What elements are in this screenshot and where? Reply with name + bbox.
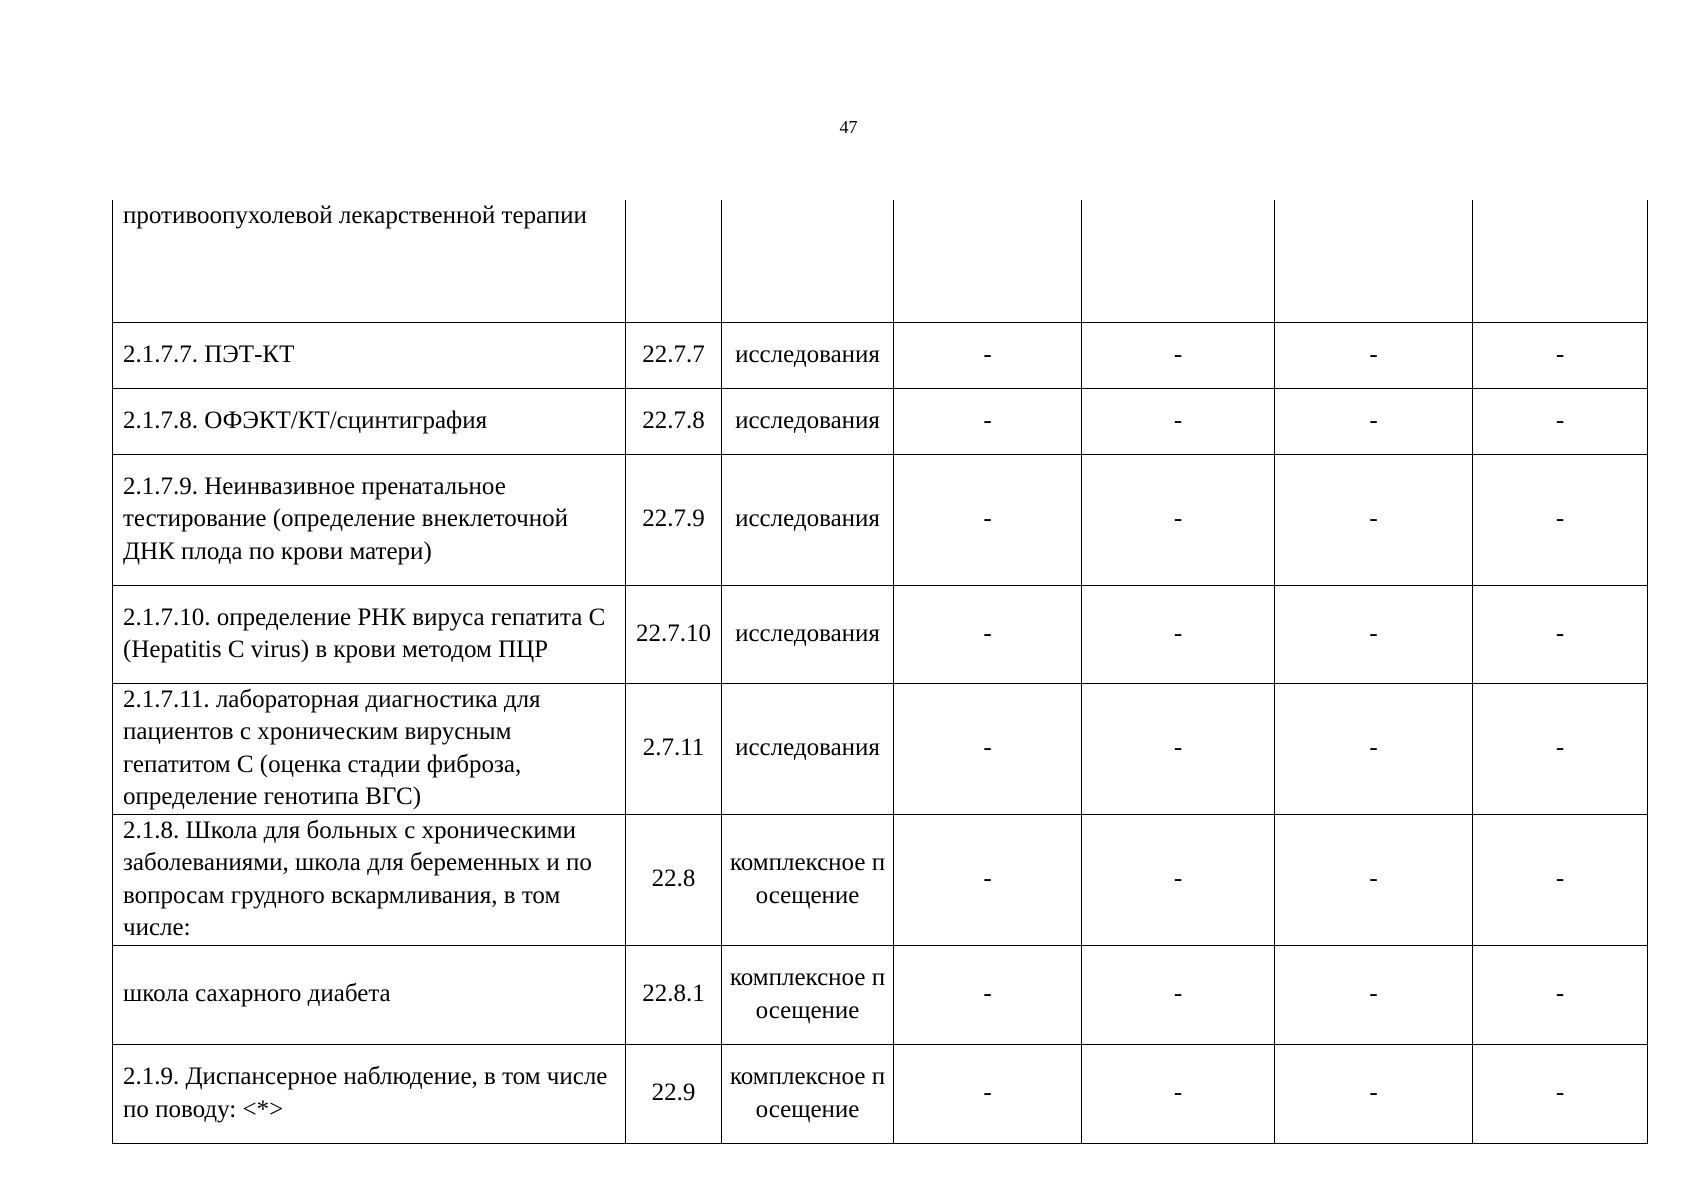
row-value: - [1473,388,1648,454]
row-name: 2.1.7.8. ОФЭКТ/КТ/сцинтиграфия [113,388,626,454]
row-code: 22.9 [626,1044,722,1143]
row-unit: исследования [722,322,894,388]
row-value: - [894,388,1082,454]
row-value: - [1275,1044,1473,1143]
row-value: - [1082,454,1275,585]
row-value: - [1473,945,1648,1044]
row-value: - [894,585,1082,683]
row-code: 22.8.1 [626,945,722,1044]
row-value: - [894,322,1082,388]
row-unit: исследования [722,454,894,585]
row-unit: комплексное посещение [722,945,894,1044]
row-value: - [1275,945,1473,1044]
row-code: 22.7.7 [626,322,722,388]
row-value [1275,200,1473,322]
row-value: - [1275,683,1473,814]
row-unit: комплексное посещение [722,1044,894,1143]
table-row [113,322,1648,388]
row-value: - [1473,683,1648,814]
row-code: 22.8 [626,814,722,945]
row-value: - [1082,683,1275,814]
row-unit: исследования [722,683,894,814]
row-value: - [1082,388,1275,454]
table-row [113,945,1648,1044]
row-value [1082,200,1275,322]
row-value: - [894,683,1082,814]
row-name: 2.1.7.10. определение РНК вируса гепатита C (Hepatitis C virus) в крови методом ПЦР [113,585,626,683]
row-name: противоопухолевой лекарственной терапии [113,200,626,322]
table-body [113,200,1648,1143]
row-value: - [1275,585,1473,683]
row-value: - [1473,814,1648,945]
row-name: 2.1.8. Школа для больных с хроническими заболеваниями, школа для беременных и по вопросам грудного вскармливания, в том числе: [113,814,626,945]
row-name: 2.1.9. Диспансерное наблюдение, в том числе по поводу: <*> [113,1044,626,1143]
row-code: 2.7.11 [626,683,722,814]
row-value [1473,200,1648,322]
row-name: школа сахарного диабета [113,945,626,1044]
row-unit: комплексное посещение [722,814,894,945]
table-row [113,454,1648,585]
table-row [113,585,1648,683]
row-value: - [1275,322,1473,388]
row-unit: исследования [722,388,894,454]
row-value: - [894,945,1082,1044]
row-value: - [1473,454,1648,585]
table-row [113,388,1648,454]
row-value: - [894,814,1082,945]
page-number: 47 [839,117,858,137]
data-table [112,200,1648,1144]
row-name: 2.1.7.9. Неинвазивное пренатальное тестирование (определение внеклеточной ДНК плода по крови матери) [113,454,626,585]
row-value [894,200,1082,322]
row-unit [722,200,894,322]
row-value: - [1082,1044,1275,1143]
row-code: 22.7.10 [626,585,722,683]
row-value: - [1473,1044,1648,1143]
row-name: 2.1.7.7. ПЭТ-КТ [113,322,626,388]
row-code [626,200,722,322]
table-row [113,814,1648,945]
row-value: - [1473,322,1648,388]
table-row [113,200,1648,322]
row-value: - [894,1044,1082,1143]
row-value: - [1473,585,1648,683]
row-name: 2.1.7.11. лабораторная диагностика для пациентов с хроническим вирусным гепатитом C (оценка стадии фиброза, определение генотипа ВГС) [113,683,626,814]
row-value: - [1082,814,1275,945]
row-value: - [1275,814,1473,945]
table-row [113,683,1648,814]
row-code: 22.7.8 [626,388,722,454]
row-value: - [1275,454,1473,585]
row-value: - [1082,945,1275,1044]
row-value: - [1082,585,1275,683]
row-value: - [1275,388,1473,454]
row-code: 22.7.9 [626,454,722,585]
row-unit: исследования [722,585,894,683]
table-row [113,1044,1648,1143]
row-value: - [894,454,1082,585]
row-value: - [1082,322,1275,388]
